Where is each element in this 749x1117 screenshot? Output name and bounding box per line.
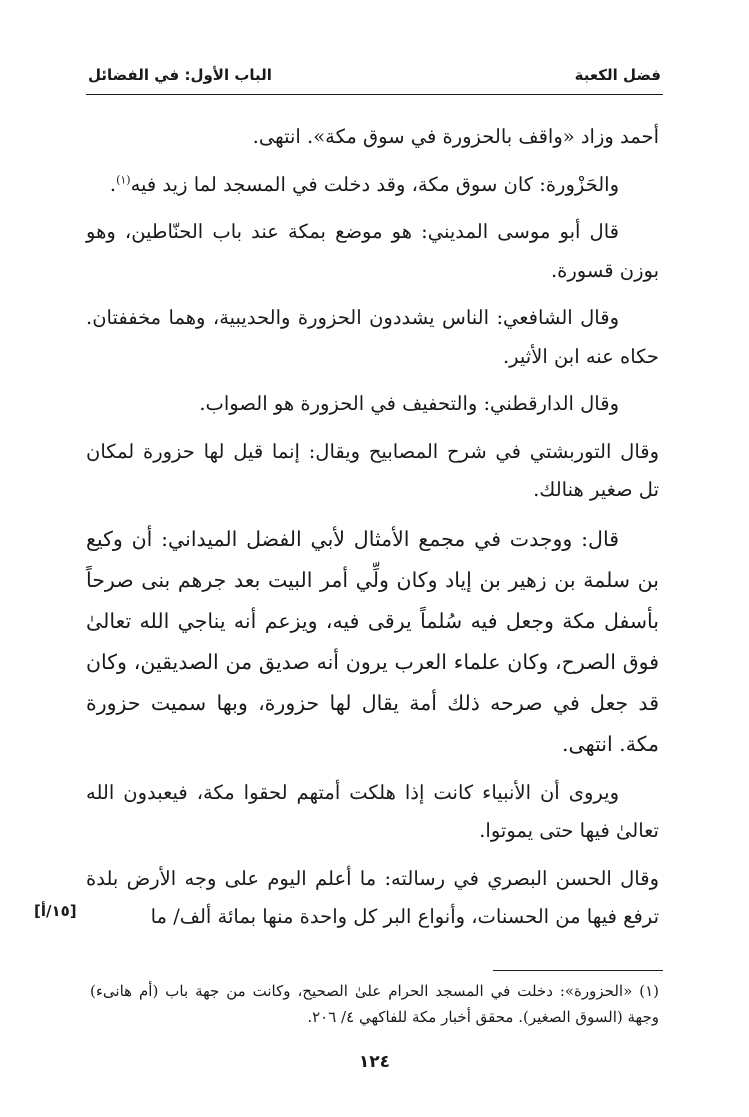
header-rule [86, 94, 663, 95]
paragraph-8: ويروى أن الأنبياء كانت إذا هلكت أمتهم لحقوا مكة، فيعبدون الله تعالىٰ فيها حتى يموتوا. [86, 780, 659, 842]
paragraph-9: وقال الحسن البصري في رسالته: ما أعلم اليوم على وجه الأرض بلدة ترفع فيها من الحسنات، وأنواع البر كل واحدة منها بمائة ألف/ ما [١٥/أ] [86, 860, 659, 937]
paragraph-2: والحَزْورة: كان سوق مكة، وقد دخلت في المسجد لما زيد فيه$^{(١)}$. [109, 172, 619, 196]
page-number: ١٢٤ [358, 1052, 391, 1072]
manuscript-folio-marker: [١٥/أ] [34, 902, 77, 920]
paragraph-7: قال: ووجدت في مجمع الأمثال لأبي الفضل الميداني: أن وكيع بن سلمة بن زهير بن إياد وكان ولِّي أمر البيت بعد جرهم بنى صرحاً بأسفل مكة وجعل فيه سُلماً يرقى فيه، ويزعم أنه يناجي الله تعالىٰ فوق الصرح، وكان علماء العرب يرون أنه صديق من الصديقين، وكان قد جعل في صرحه ذلك أمة يقال لها حزورة، وبها سميت حزورة مكة. انتهى. [86, 526, 659, 756]
header-chapter-title: فضل الكعبة [574, 66, 661, 84]
footnote-rule [493, 970, 663, 971]
body-text [34, 118, 659, 946]
paragraph-5: وقال الدارقطني: والتحفيف في الحزورة هو الصواب. [199, 392, 619, 415]
paragraph-1: أحمد وزاد «واقف بالحزورة في سوق مكة». انتهى. [252, 125, 659, 148]
paragraph-6: وقال التوربشتي في شرح المصابيح ويقال: إنما قيل لها حزورة لمكان تل صغير هنالك. [86, 439, 659, 501]
header-section-title: الباب الأول: في الفضائل [88, 66, 272, 84]
running-header [88, 62, 661, 88]
footnote-ref[interactable]: (١) [116, 173, 131, 186]
paragraph-3: قال أبو موسى المديني: هو موضع بمكة عند باب الحنّاطين، وهو بوزن قسورة. [86, 220, 659, 282]
footnote: (١) «الحزورة»: دخلت في المسجد الحرام علىٰ الصحيح، وكانت من جهة باب (أم هانىء) وجهة (السوق الصغير). محقق أخبار مكة للفاكهي ٤/ ٢٠٦. [90, 982, 659, 1026]
paragraph-4: وقال الشافعي: الناس يشددون الحزورة والحديبية، وهما مخففتان. حكاه عنه ابن الأثير. [86, 306, 659, 368]
